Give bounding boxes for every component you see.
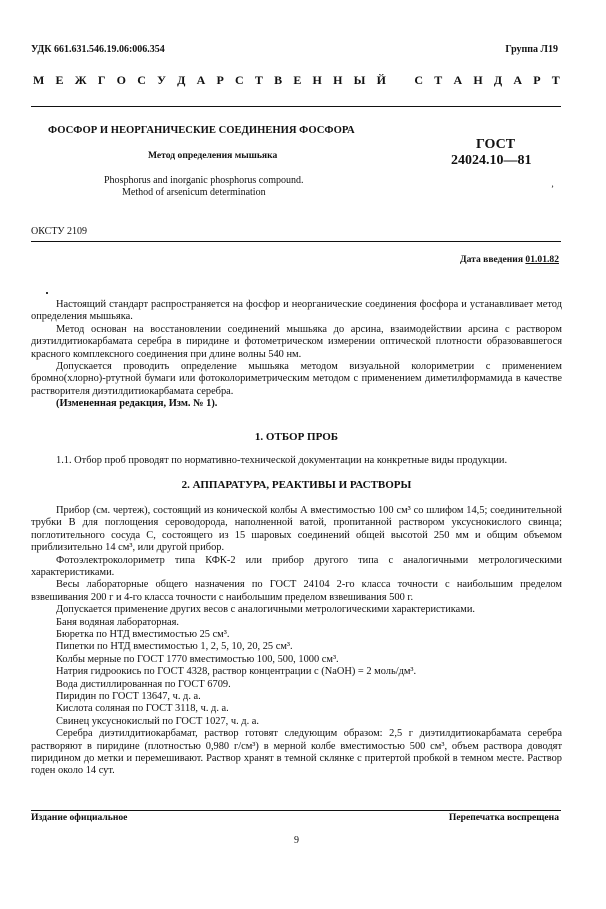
- section-1-title: 1. ОТБОР ПРОБ: [254, 430, 339, 443]
- section-2-paragraph-1: Прибор (см. чертеж), состоящий из конической колбы А вместимостью 100 см³ со шлифом 14,5; соединительной трубки В для поглощения сероводорода, наполненной ватой, пропитанной раствором уксуснокислого свинца; поглотительного сосуда С, состоящего из 15 шаровых соединений общей высотой 250 мм и общим объемом приблизительно 14 см³, или другой прибор.: [31, 504, 562, 554]
- interstate-letter: Н: [333, 73, 343, 87]
- reagent-list: [31, 617, 562, 729]
- list-item: Колбы мерные по ГОСТ 1770 вместимостью 100, 500, 1000 см³.: [56, 653, 339, 665]
- intro-paragraph-3: Допускается проводить определение мышьяка методом визуальной колориметрии с применением бромно(хлорно)-ртутной бумаги или фотоколориметрическим методом с применением диметилформамида в качестве растворителя диэтилдитиокарбамата серебра.: [31, 361, 562, 397]
- interstate-letter: Р: [533, 73, 541, 87]
- interstate-letter: Ы: [353, 73, 366, 87]
- interstate-standard-heading: [33, 74, 560, 86]
- interstate-letter: Г: [97, 73, 106, 87]
- interstate-letter: С: [235, 73, 244, 87]
- interstate-letter: Т: [434, 73, 443, 87]
- section-2-paragraph-4: Допускается применение других весов с аналогичными метрологическими характеристиками.: [56, 604, 476, 616]
- section-2-paragraph-3: Весы лабораторные общего назначения по ГОСТ 24104 2-го класса точности с наибольшим пределом взвешивания 200 г и 4-го класса точности с наибольшим пределом взвешивания 500 г.: [31, 579, 562, 603]
- english-title-line-1: Phosphorus and inorganic phosphorus compound.: [104, 175, 304, 186]
- interstate-letter: Т: [254, 73, 263, 87]
- section-1-paragraph: 1.1. Отбор проб проводят по нормативно-технической документации на конкретные виды продукции.: [56, 455, 508, 467]
- interstate-letter: Е: [293, 73, 302, 87]
- interstate-letter: А: [196, 73, 206, 87]
- stray-mark: ʼ: [551, 184, 554, 194]
- interstate-letter: С: [414, 73, 424, 87]
- interstate-letter: [397, 74, 403, 86]
- edition-note: (Измененная редакция, Изм. № 1).: [56, 398, 218, 410]
- list-item: Свинец уксуснокислый по ГОСТ 1027, ч. д. а.: [56, 715, 259, 727]
- interstate-letter: Д: [493, 73, 503, 87]
- list-item: Пипетки по НТД вместимостью 1, 2, 5, 10, 20, 25 см³.: [56, 641, 293, 653]
- effective-date-value: 01.01.82: [525, 254, 559, 265]
- title-block-divider: [31, 241, 561, 242]
- interstate-letter: Т: [551, 73, 560, 87]
- interstate-letter: Н: [312, 73, 322, 87]
- gost-label: ГОСТ: [476, 137, 516, 152]
- group-code: Группа Л19: [505, 44, 558, 55]
- english-title-line-2: Method of arsenicum determination: [122, 187, 266, 198]
- scan-speck: [46, 292, 48, 294]
- interstate-letter: Р: [216, 73, 224, 87]
- list-item: Кислота соляная по ГОСТ 3118, ч. д. а.: [56, 703, 229, 715]
- okstu-code: ОКСТУ 2109: [31, 226, 88, 237]
- interstate-letter: Н: [473, 73, 483, 87]
- udk-code: УДК 661.631.546.19.06:006.354: [31, 44, 165, 55]
- section-2-title: 2. АППАРАТУРА, РЕАКТИВЫ И РАСТВОРЫ: [181, 479, 412, 492]
- footer-reprint-prohibited: Перепечатка воспрещена: [448, 812, 559, 823]
- footer-divider: [31, 810, 561, 811]
- interstate-letter: С: [137, 73, 146, 87]
- intro-paragraph-2: Метод основан на восстановлении соединений мышьяка до арсина, взаимодействии арсина с раствором диэтилдитиокарбамата серебра в пиридине и фотометрическом измерении оптической плотности образовавшегося красного комплексного соединения при длине волны 540 нм.: [31, 323, 562, 360]
- document-body: [31, 299, 562, 778]
- header-divider: [31, 106, 561, 107]
- interstate-letter: У: [157, 73, 166, 87]
- footer-official-edition: Издание официальное: [31, 812, 128, 823]
- list-item: Вода дистиллированная по ГОСТ 6709.: [56, 678, 231, 690]
- method-subtitle: Метод определения мышьяка: [148, 150, 278, 161]
- gost-number: 24024.10—81: [451, 153, 532, 168]
- interstate-letter: Е: [55, 73, 64, 87]
- interstate-letter: Д: [177, 73, 186, 87]
- interstate-letter: Ж: [74, 73, 87, 87]
- intro-paragraph-1: Настоящий стандарт распространяется на фосфор и неорганические соединения фосфора и устанавливает метод определения мышьяка.: [31, 299, 562, 323]
- interstate-letter: О: [116, 73, 127, 87]
- interstate-letter: Й: [376, 73, 386, 87]
- page-number: 9: [294, 835, 299, 846]
- document-title: ФОСФОР И НЕОРГАНИЧЕСКИЕ СОЕДИНЕНИЯ ФОСФОРА: [48, 125, 355, 136]
- list-item: Натрия гидроокись по ГОСТ 4328, раствор концентрации с (NaOH) = 2 моль/дм³.: [56, 666, 417, 678]
- interstate-letter: А: [513, 73, 523, 87]
- section-2-paragraph-5: Серебра диэтилдитиокарбамат, раствор готовят следующим образом: 2,5 г диэтилдитиокарбамата серебра растворяют в пиридине (плотностью 0,980 г/см³) в мерной колбе вместимостью 500 см³, объем раствора доводят пиридином до метки и перемешивают. Раствор хранят в темной склянке с притертой пробкой в темном месте. Раствор годен около 14 сут.: [31, 728, 562, 777]
- section-2-paragraph-2: Фотоэлектроколориметр типа КФК-2 или прибор другого типа с аналогичными метрологическими характеристиками.: [31, 554, 562, 578]
- effective-date: [460, 254, 559, 266]
- list-item: Пиридин по ГОСТ 13647, ч. д. а.: [56, 690, 201, 702]
- list-item: Баня водяная лабораторная.: [56, 616, 180, 628]
- interstate-letter: В: [274, 73, 283, 87]
- effective-date-label: Дата введения: [459, 254, 524, 265]
- interstate-letter: М: [33, 73, 45, 87]
- interstate-letter: А: [453, 73, 463, 87]
- list-item: Бюретка по НТД вместимостью 25 см³.: [56, 628, 230, 640]
